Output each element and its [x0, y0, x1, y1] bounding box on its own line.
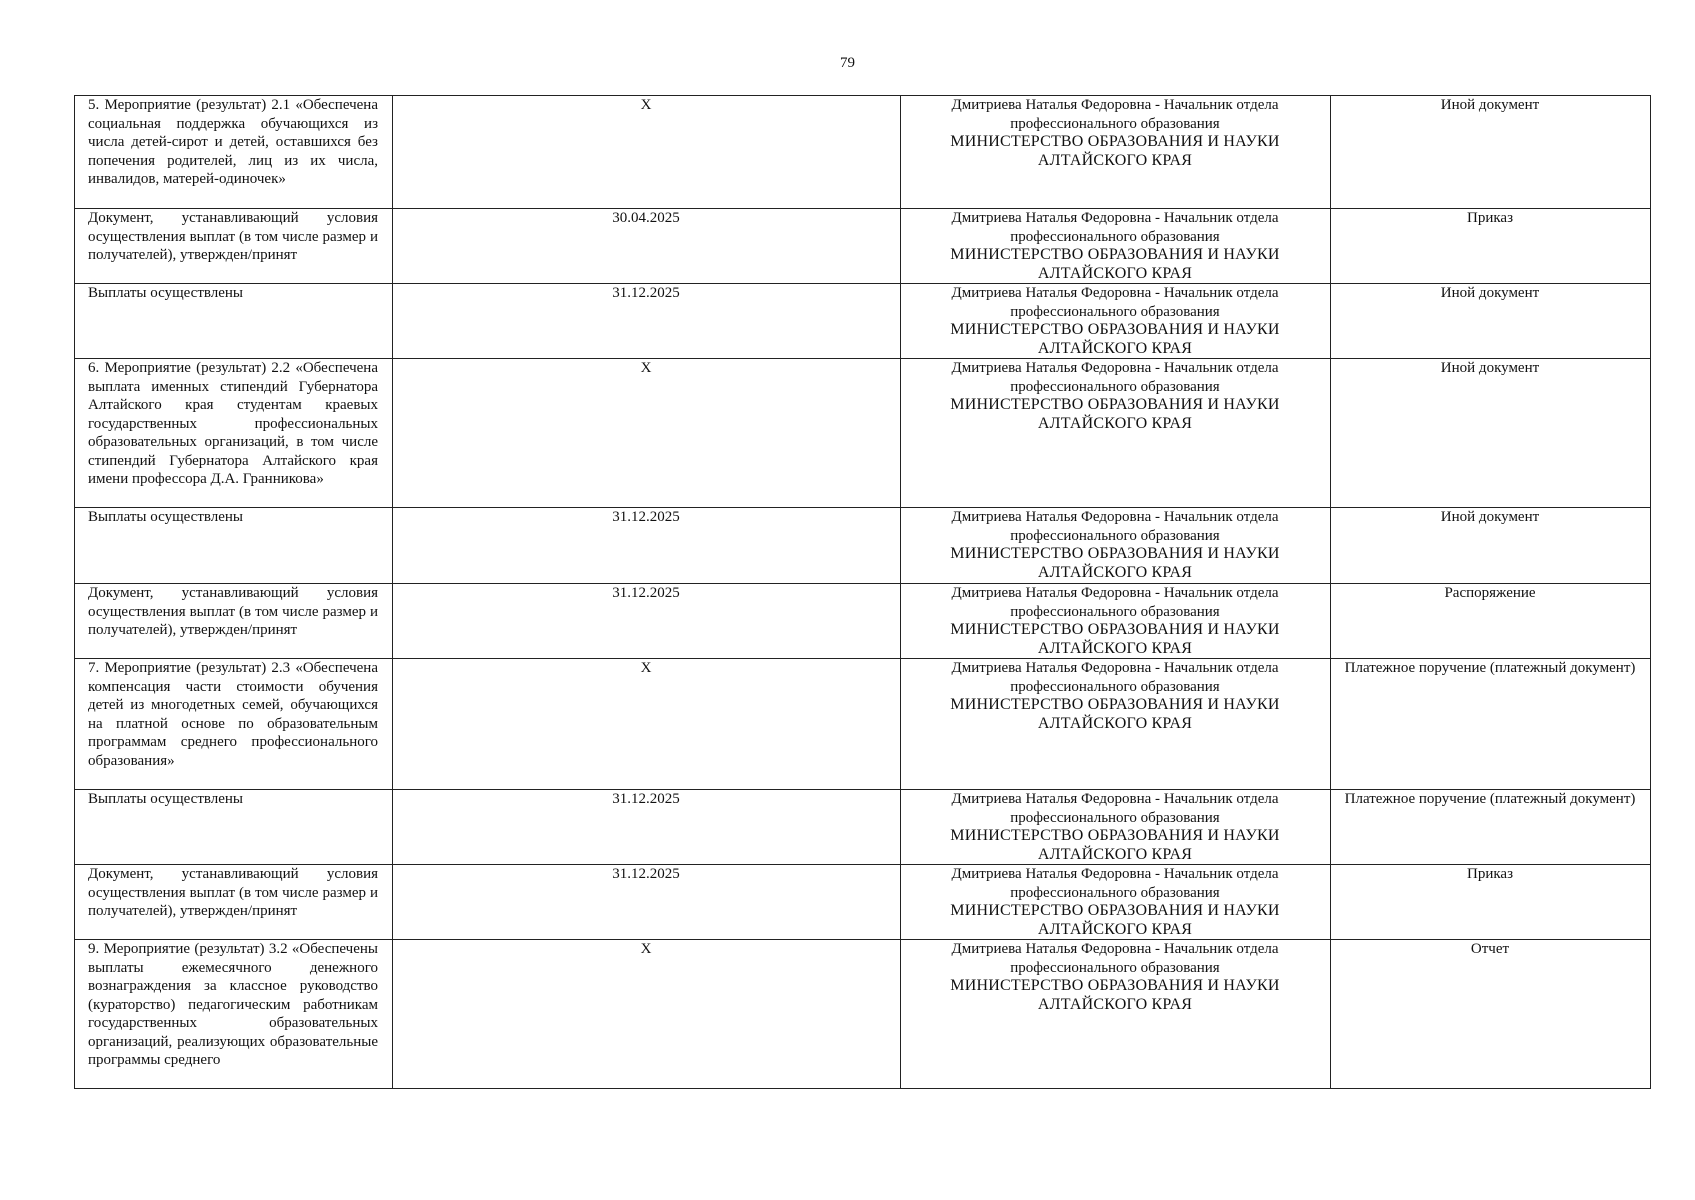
responsible-person: Дмитриева Наталья Федоровна - Начальник отдела [951, 791, 1279, 807]
event-name-cell: Документ, устанавливающий условия осуществления выплат (в том числе размер и получателей), утвержден/принят [75, 584, 393, 659]
responsible-department: профессионального образования [1010, 228, 1220, 245]
responsible-organization: МИНИСТЕРСТВО ОБРАЗОВАНИЯ И НАУКИ АЛТАЙСКОГО КРАЯ [950, 545, 1280, 581]
document-type-cell: Иной документ [1331, 359, 1651, 508]
responsible-cell [901, 508, 1331, 584]
responsible-cell [901, 940, 1331, 1089]
responsible-department: профессионального образования [1010, 884, 1220, 901]
document-type-cell: Отчет [1331, 940, 1651, 1089]
document-type-cell: Приказ [1331, 865, 1651, 940]
responsible-department: профессионального образования [1010, 959, 1220, 976]
responsible-department: профессионального образования [1010, 115, 1220, 132]
responsible-department: профессионального образования [1010, 303, 1220, 320]
responsible-organization: МИНИСТЕРСТВО ОБРАЗОВАНИЯ И НАУКИ АЛТАЙСКОГО КРАЯ [950, 246, 1280, 282]
event-name-cell: Выплаты осуществлены [75, 284, 393, 359]
responsible-cell [901, 790, 1331, 865]
document-type-cell: Распоряжение [1331, 584, 1651, 659]
table-row [75, 790, 1651, 865]
document-type-cell: Иной документ [1331, 508, 1651, 584]
deadline-cell: X [393, 96, 901, 209]
responsible-cell [901, 96, 1331, 209]
responsible-person: Дмитриева Наталья Федоровна - Начальник отдела [951, 866, 1279, 882]
responsible-person: Дмитриева Наталья Федоровна - Начальник отдела [951, 941, 1279, 957]
table-row [75, 940, 1651, 1089]
responsible-organization: МИНИСТЕРСТВО ОБРАЗОВАНИЯ И НАУКИ АЛТАЙСКОГО КРАЯ [950, 902, 1280, 938]
document-type-cell: Приказ [1331, 209, 1651, 284]
responsible-person: Дмитриева Наталья Федоровна - Начальник отдела [951, 660, 1279, 676]
responsible-organization: МИНИСТЕРСТВО ОБРАЗОВАНИЯ И НАУКИ АЛТАЙСКОГО КРАЯ [950, 321, 1280, 357]
responsible-organization: МИНИСТЕРСТВО ОБРАЗОВАНИЯ И НАУКИ АЛТАЙСКОГО КРАЯ [950, 396, 1280, 432]
responsible-organization: МИНИСТЕРСТВО ОБРАЗОВАНИЯ И НАУКИ АЛТАЙСКОГО КРАЯ [950, 827, 1280, 863]
responsible-cell [901, 584, 1331, 659]
table-row [75, 359, 1651, 508]
table-row [75, 659, 1651, 790]
responsible-department: профессионального образования [1010, 809, 1220, 826]
responsible-cell [901, 209, 1331, 284]
responsible-person: Дмитриева Наталья Федоровна - Начальник отдела [951, 97, 1279, 113]
responsible-organization: МИНИСТЕРСТВО ОБРАЗОВАНИЯ И НАУКИ АЛТАЙСКОГО КРАЯ [950, 133, 1280, 169]
responsible-cell [901, 284, 1331, 359]
responsible-department: профессионального образования [1010, 603, 1220, 620]
responsible-person: Дмитриева Наталья Федоровна - Начальник отдела [951, 360, 1279, 376]
table-row [75, 508, 1651, 584]
deadline-cell: 31.12.2025 [393, 790, 901, 865]
responsible-cell [901, 659, 1331, 790]
events-table [74, 95, 1651, 1089]
table-row [75, 865, 1651, 940]
document-type-cell: Платежное поручение (платежный документ) [1331, 659, 1651, 790]
responsible-cell [901, 359, 1331, 508]
responsible-person: Дмитриева Наталья Федоровна - Начальник отдела [951, 285, 1279, 301]
table-row [75, 584, 1651, 659]
responsible-department: профессионального образования [1010, 378, 1220, 395]
event-name-cell: Документ, устанавливающий условия осуществления выплат (в том числе размер и получателей), утвержден/принят [75, 209, 393, 284]
event-name-cell: Документ, устанавливающий условия осуществления выплат (в том числе размер и получателей), утвержден/принят [75, 865, 393, 940]
event-name-cell: Выплаты осуществлены [75, 790, 393, 865]
document-type-cell: Платежное поручение (платежный документ) [1331, 790, 1651, 865]
deadline-cell: X [393, 359, 901, 508]
document-type-cell: Иной документ [1331, 284, 1651, 359]
event-name-cell: 7. Мероприятие (результат) 2.3 «Обеспечена компенсация части стоимости обучения детей из многодетных семей, обучающихся на платной основе по образовательным программам среднего профессионального образования» [75, 659, 393, 790]
responsible-department: профессионального образования [1010, 527, 1220, 544]
table-row [75, 284, 1651, 359]
responsible-department: профессионального образования [1010, 678, 1220, 695]
responsible-organization: МИНИСТЕРСТВО ОБРАЗОВАНИЯ И НАУКИ АЛТАЙСКОГО КРАЯ [950, 696, 1280, 732]
responsible-person: Дмитриева Наталья Федоровна - Начальник отдела [951, 585, 1279, 601]
deadline-cell: 30.04.2025 [393, 209, 901, 284]
deadline-cell: 31.12.2025 [393, 865, 901, 940]
event-name-cell: 9. Мероприятие (результат) 3.2 «Обеспечены выплаты ежемесячного денежного вознаграждения за классное руководство (кураторство) педагогическим работникам государственных образовательных организаций, реализующих образовательные программы среднего [75, 940, 393, 1089]
deadline-cell: X [393, 659, 901, 790]
document-type-cell: Иной документ [1331, 96, 1651, 209]
deadline-cell: 31.12.2025 [393, 584, 901, 659]
table-row [75, 96, 1651, 209]
deadline-cell: 31.12.2025 [393, 508, 901, 584]
event-name-cell: 6. Мероприятие (результат) 2.2 «Обеспечена выплата именных стипендий Губернатора Алтайского края студентам краевых государственных профессиональных образовательных организаций, в том числе стипендий Губернатора Алтайского края имени профессора Д.А. Гранникова» [75, 359, 393, 508]
deadline-cell: X [393, 940, 901, 1089]
responsible-person: Дмитриева Наталья Федоровна - Начальник отдела [951, 210, 1279, 226]
responsible-person: Дмитриева Наталья Федоровна - Начальник отдела [951, 509, 1279, 525]
deadline-cell: 31.12.2025 [393, 284, 901, 359]
responsible-organization: МИНИСТЕРСТВО ОБРАЗОВАНИЯ И НАУКИ АЛТАЙСКОГО КРАЯ [950, 977, 1280, 1013]
responsible-cell [901, 865, 1331, 940]
event-name-cell: Выплаты осуществлены [75, 508, 393, 584]
table-row [75, 209, 1651, 284]
page-number: 79 [840, 55, 855, 71]
event-name-cell: 5. Мероприятие (результат) 2.1 «Обеспечена социальная поддержка обучающихся из числа детей-сирот и детей, оставшихся без попечения родителей, лиц из их числа, инвалидов, матерей-одиночек» [75, 96, 393, 209]
responsible-organization: МИНИСТЕРСТВО ОБРАЗОВАНИЯ И НАУКИ АЛТАЙСКОГО КРАЯ [950, 621, 1280, 657]
